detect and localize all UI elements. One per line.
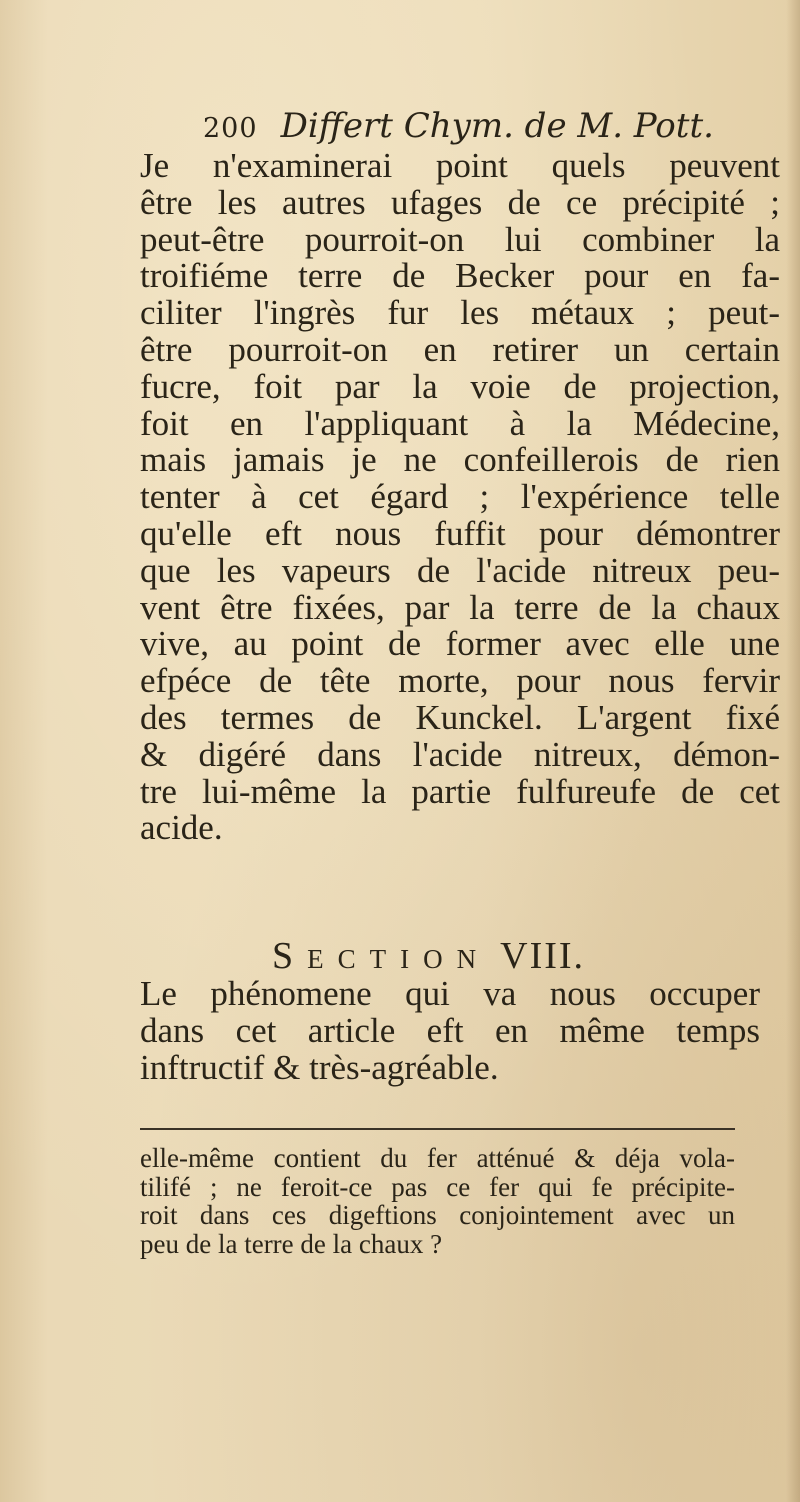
text-line: des termes de Kunckel. L'argent fixé [140, 697, 780, 737]
text-line: être pourroit-on en retirer un certain [140, 329, 780, 369]
page-edge-shadow [786, 0, 800, 1502]
footnote-line: tilifé ; ne feroit-ce pas ce fer qui fe précipite- [140, 1171, 735, 1202]
text-line: tre lui-même la partie fulfureufe de cet [140, 771, 780, 811]
footnote-line: roit dans ces digeftions conjointement avec un [140, 1200, 735, 1230]
running-head: Differt Chym. de M. Pott. [280, 106, 714, 146]
footnote-line: peu de la terre de la chaux ? [140, 1228, 443, 1259]
text-line: acide. [140, 808, 223, 848]
page-number: 200 [203, 113, 258, 144]
text-line: troifiéme terre de Becker pour en fa- [140, 256, 780, 296]
footnote-line: elle-même contient du fer atténué & déja vola- [140, 1143, 735, 1173]
text-line: efpéce de tête morte, pour nous fervir [140, 661, 780, 701]
paragraph-1 [140, 148, 780, 847]
text-line: fucre, foit par la voie de projection, [140, 366, 780, 406]
footnote [140, 1144, 735, 1258]
text-line: vive, au point de former avec elle une [140, 624, 780, 664]
text-line: & digéré dans l'acide nitreux, démon- [140, 734, 780, 774]
text-line: peut-être pourroit-on lui combiner la [140, 219, 780, 259]
text-line: vent être fixées, par la terre de la chaux [140, 587, 780, 627]
section-number: VIII. [500, 935, 586, 977]
text-line: qu'elle eft nous fuffit pour démontrer [140, 513, 780, 553]
text-line: Le phénomene qui va nous occuper [140, 974, 760, 1013]
text-line: mais jamais je ne confeillerois de rien [140, 440, 780, 480]
text-line: tenter à cet égard ; l'expérience telle [140, 477, 780, 517]
paragraph-2 [140, 976, 760, 1086]
footnote-rule [140, 1128, 735, 1130]
text-line: dans cet article eft en même temps [140, 1010, 760, 1050]
section-word: Section [272, 935, 491, 977]
text-line: ciliter l'ingrès fur les métaux ; peut- [140, 293, 780, 333]
text-line: inftructif & très-agréable. [140, 1047, 499, 1087]
text-line: foit en l'appliquant à la Médecine, [140, 403, 780, 443]
text-line: que les vapeurs de l'acide nitreux peu- [140, 550, 780, 590]
text-line: Je n'examinerai point quels peuvent [140, 146, 780, 185]
text-line: être les autres ufages de ce précipité ; [140, 182, 780, 222]
